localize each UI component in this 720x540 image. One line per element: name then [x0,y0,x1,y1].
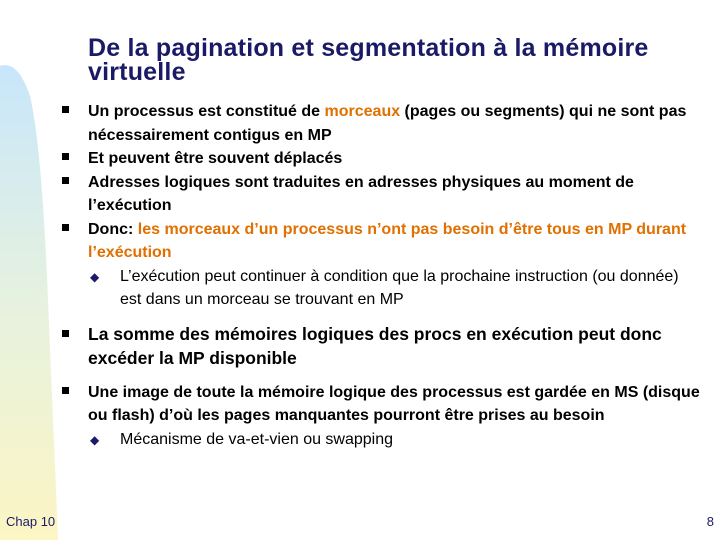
bullet-item [62,100,702,147]
sub-bullet-item [88,265,702,312]
bullet-item [62,147,702,171]
sub-bullet-text: L’exécution peut continuer à condition que la prochaine instruction (ou donnée) est dans un morceau se trouvant en MP [120,267,679,308]
square-bullet-icon [62,106,69,113]
sub-bullet-text: Mécanisme de va-et-vien ou swapping [120,430,394,448]
bullet-list [62,100,702,451]
bullet-item [62,171,702,218]
highlight-text: les morceaux d’un processus n’ont pas besoin d’être tous en MP durant l’exécution [88,220,687,261]
bullet-item [62,322,702,370]
slide-title: De la pagination et segmentation à la mémoire virtuelle [88,34,649,86]
diamond-bullet-icon: ◆ [90,432,100,447]
bullet-text: Une image de toute la mémoire logique des processus est gardée en MS (disque ou flash) d’où les pages manquantes pourront être prises au besoin [88,383,700,424]
square-bullet-icon [62,224,69,231]
bullet-text: Et peuvent être souvent déplacés [88,150,343,167]
bullet-text: La somme des mémoires logiques des procs en exécution peut donc excéder la MP disponible [88,323,662,368]
page-number: 8 [706,514,714,529]
bullet-text: Donc: les morceaux d’un processus n’ont pas besoin d’être tous en MP durant l’exécution [88,220,687,261]
square-bullet-icon [62,177,69,184]
square-bullet-icon [62,387,69,394]
chapter-label: Chap 10 [6,514,56,529]
bullet-item [62,381,702,452]
bullet-item [62,218,702,312]
highlight-text: morceaux [324,103,401,120]
bullet-text: Un processus est constitué de morceaux (pages ou segments) qui ne sont pas nécessairement contigus en MP [88,103,687,144]
diamond-bullet-icon: ◆ [90,269,100,284]
square-bullet-icon [62,153,69,160]
bullet-text: Adresses logiques sont traduites en adresses physiques au moment de l’exécution [88,173,634,214]
square-bullet-icon [62,330,69,337]
sub-bullet-item [88,428,702,452]
